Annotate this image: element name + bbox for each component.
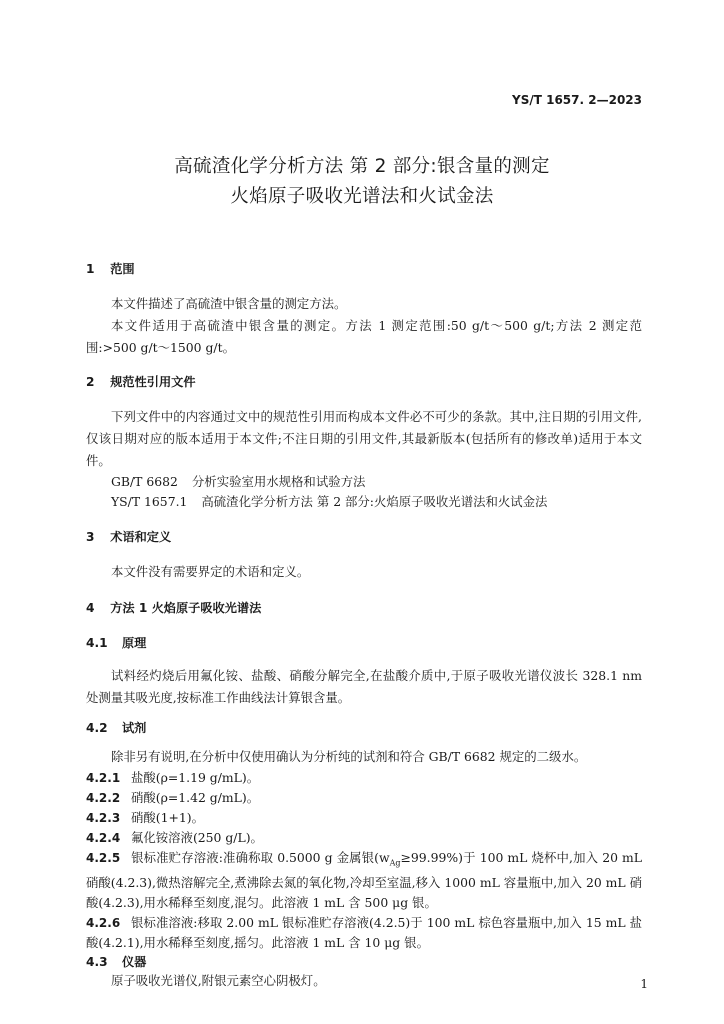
section-4-3-heading: 4.3 仪器 — [86, 955, 147, 970]
document-number: YS/T 1657. 2—2023 — [512, 93, 642, 107]
section-2-heading: 2 规范性引用文件 — [86, 375, 196, 389]
section-3-heading: 3 术语和定义 — [86, 530, 172, 544]
reagent-item: 4.2.2 硝酸(ρ=1.42 g/mL)。 — [86, 790, 260, 805]
section-4-3-p1: 原子吸收光谱仪,附银元素空心阴极灯。 — [111, 973, 326, 989]
section-4-2-heading: 4.2 试剂 — [86, 721, 147, 735]
title-line-1: 高硫渣化学分析方法 第 2 部分:银含量的测定 — [174, 156, 550, 177]
section-4-heading: 4 方法 1 火焰原子吸收光谱法 — [86, 601, 262, 615]
reagent-item: 4.2.4 氟化铵溶液(250 g/L)。 — [86, 830, 263, 845]
section-4-1-p1: 试料经灼烧后用氟化铵、盐酸、硝酸分解完全,在盐酸介质中,于原子吸收光谱仪波长 328.1 nm 处测量其吸光度,按标准工作曲线法计算银含量。 — [86, 668, 642, 705]
reagent-item: 4.2.6 银标准溶液:移取 2.00 mL 银标准贮存溶液(4.2.5)于 100 mL 棕色容量瓶中,加入 15 mL 盐酸(4.2.1),用水稀释至刻度,摇匀。此溶液 1 mL 含 10 μg 银。 — [86, 915, 642, 951]
normative-references — [86, 472, 642, 512]
reagent-item: 4.2.1 盐酸(ρ=1.19 g/mL)。 — [86, 770, 260, 785]
section-1-p2: 本文件适用于高硫渣中银含量的测定。方法 1 测定范围:50 g/t～500 g/t;方法 2 测定范围:>500 g/t～1500 g/t。 — [86, 318, 642, 355]
reference-item: YS/T 1657.1 高硫渣化学分析方法 第 2 部分:火焰原子吸收光谱法和火试金法 — [111, 494, 548, 509]
document-body — [86, 260, 642, 992]
reagent-item: 4.2.5 银标准贮存溶液:准确称取 0.5000 g 金属银$(w_{Ag}\ge 99.99\%)$于 100 mL 烧杯中,加入 20 mL 硝酸(4.2.3),微热溶解完全,煮沸除去氮的氧化物,冷却至室温,移入 1000 mL 容量瓶中,加入 20 mL 硝酸(4.2.3),用水稀释至刻度,混匀。此溶液 1 mL 含 500 μg 银。 — [86, 850, 643, 911]
section-3-p1: 本文件没有需要界定的术语和定义。 — [111, 564, 310, 579]
reference-item: GB/T 6682 分析实验室用水规格和试验方法 — [111, 474, 366, 489]
reagent-item: 4.2.3 硝酸(1+1)。 — [86, 810, 204, 825]
section-2-p1: 下列文件中的内容通过文中的规范性引用而构成本文件必不可少的条款。其中,注日期的引用文件,仅该日期对应的版本适用于本文件;不注日期的引用文件,其最新版本(包括所有的修改单)适用于本文件。 — [86, 409, 642, 468]
section-1-heading: 1 范围 — [86, 262, 135, 276]
section-1-p1: 本文件描述了高硫渣中银含量的测定方法。 — [111, 296, 347, 311]
section-4-1-heading: 4.1 原理 — [86, 636, 147, 650]
page-number: 1 — [640, 977, 648, 991]
title-line-2: 火焰原子吸收光谱法和火试金法 — [230, 186, 494, 207]
section-4-2-p1: 除非另有说明,在分析中仅使用确认为分析纯的试剂和符合 GB/T 6682 规定的二级水。 — [111, 749, 587, 764]
document-title — [0, 152, 724, 212]
